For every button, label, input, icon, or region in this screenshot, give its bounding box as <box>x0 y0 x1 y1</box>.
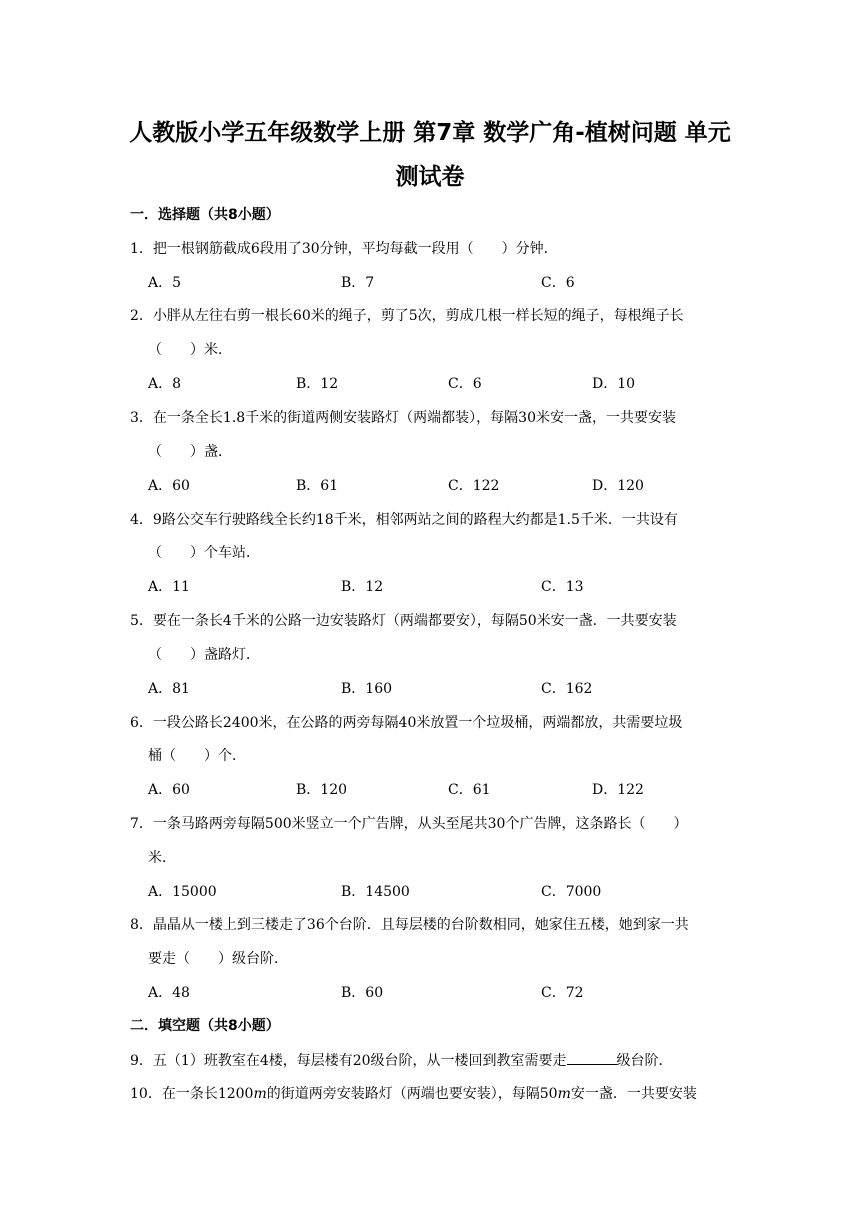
question-6-option-c: C．61 <box>448 782 491 798</box>
question-9-before: 9．五（1）班教室在4楼，每层楼有20级台阶，从一楼回到教室需要走 <box>130 1053 567 1069</box>
question-2-option-d: D．10 <box>592 376 636 392</box>
question-10-unit: m <box>253 1086 267 1102</box>
question-10-unit-2: m <box>557 1086 571 1102</box>
question-10-part-b: 的街道两旁安装路灯（两端也要安装），每隔50 <box>266 1086 558 1102</box>
question-8-text: 8．晶晶从一楼上到三楼走了36个台阶．且每层楼的台阶数相同，她家住五楼，她到家一共 <box>130 917 689 933</box>
question-5-option-b: B．160 <box>341 681 393 697</box>
question-6-text: 6．一段公路长2400米，在公路的两旁每隔40米放置一个垃圾桶，两端都放，共需要垃圾 <box>130 715 683 731</box>
question-4-option-b: B．12 <box>341 579 384 595</box>
question-5-option-c: C．162 <box>541 681 593 697</box>
question-3-option-b: B．61 <box>296 478 339 494</box>
question-2-text: 2．小胖从左往右剪一根长60米的绳子，剪了5次，剪成几根一样长短的绳子，每根绳子长 <box>130 308 684 324</box>
question-9-blank <box>567 1050 617 1065</box>
question-10-part-c: 安一盏．一共要安装 <box>570 1086 697 1102</box>
question-3-text: 3．在一条全长1.8千米的街道两侧安装路灯（两端都装），每隔30米安一盏，一共要安装 <box>130 410 676 426</box>
question-4-option-c: C．13 <box>541 579 584 595</box>
question-8-option-b: B．60 <box>341 985 384 1001</box>
question-7-option-a: A．15000 <box>148 884 217 900</box>
document-title-line2: 测试卷 <box>395 164 465 190</box>
question-2-text-cont: （ ）米． <box>148 342 232 358</box>
question-1-option-a: A．5 <box>148 275 182 291</box>
question-6-option-d: D．122 <box>592 782 644 798</box>
question-8-text-cont: 要走（ ）级台阶． <box>148 951 288 967</box>
question-6-option-a: A．60 <box>148 782 190 798</box>
question-5-text: 5．要在一条长4千米的公路一边安装路灯（两端都要安），每隔50米安一盏．一共要安装 <box>130 613 677 629</box>
question-4-option-a: A．11 <box>148 579 190 595</box>
question-4-text-cont: （ ）个车站． <box>148 545 260 561</box>
question-2-option-a: A．8 <box>148 376 182 392</box>
question-1-option-c: C．6 <box>541 275 575 291</box>
question-7-text: 7．一条马路两旁每隔500米竖立一个广告牌，从头至尾共30个广告牌，这条路长（ ） <box>130 816 688 832</box>
question-5-text-cont: （ ）盏路灯． <box>148 647 260 663</box>
question-10-part-a: 10．在一条长1200 <box>130 1086 254 1102</box>
question-6-option-b: B．120 <box>296 782 348 798</box>
section-heading-fill: 二．填空题（共8小题） <box>130 1018 280 1034</box>
question-3-text-cont: （ ）盏． <box>148 444 232 460</box>
question-4-text: 4．9路公交车行驶路线全长约18千米，相邻两站之间的路程大约都是1.5千米．一共设有 <box>130 512 678 528</box>
question-9-text <box>130 1050 673 1070</box>
question-7-option-b: B．14500 <box>341 884 410 900</box>
question-8-option-a: A．48 <box>148 985 190 1001</box>
section-heading-choice: 一．选择题（共8小题） <box>130 207 280 223</box>
question-7-option-c: C．7000 <box>541 884 602 900</box>
document-title-line1: 人教版小学五年级数学上册 第7章 数学广角-植树问题 单元 <box>129 120 731 146</box>
question-9-after: 级台阶． <box>616 1053 673 1069</box>
question-6-text-cont: 桶（ ）个． <box>148 748 246 764</box>
question-2-option-b: B．12 <box>296 376 339 392</box>
question-8-option-c: C．72 <box>541 985 584 1001</box>
question-3-option-c: C．122 <box>448 478 500 494</box>
question-7-text-cont: 米． <box>148 850 176 866</box>
question-2-option-c: C．6 <box>448 376 482 392</box>
question-3-option-a: A．60 <box>148 478 190 494</box>
question-1-option-b: B．7 <box>341 275 375 291</box>
question-10-text <box>130 1083 697 1103</box>
question-1-text: 1．把一根钢筋截成6段用了30分钟，平均每截一段用（ ）分钟． <box>130 241 558 257</box>
question-3-option-d: D．120 <box>592 478 644 494</box>
question-5-option-a: A．81 <box>148 681 190 697</box>
